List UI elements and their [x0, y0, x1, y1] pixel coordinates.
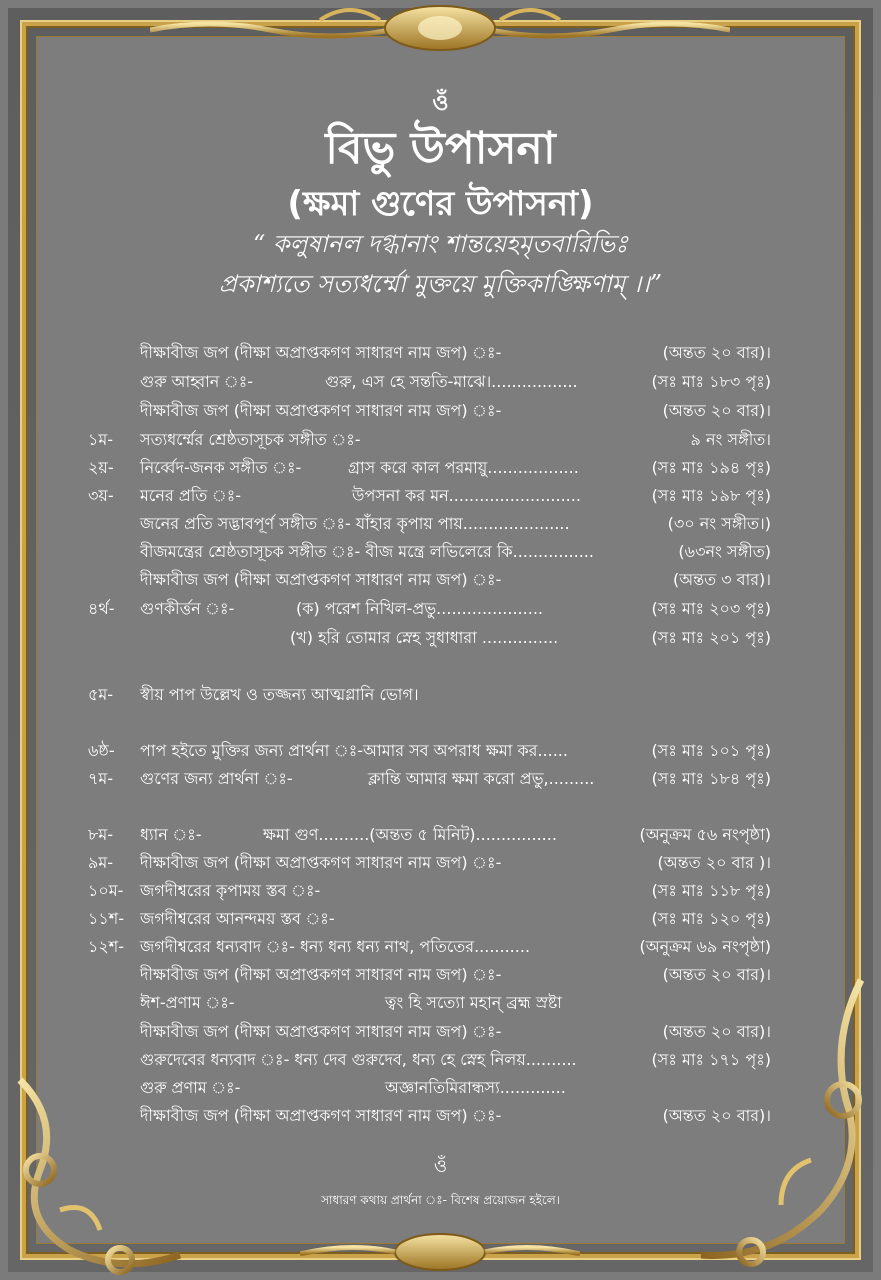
row-item-label: দীক্ষাবীজ জপ (দীক্ষা অপ্রাপ্তকগণ সাধারণ নাম জপ) ঃ-	[140, 343, 502, 362]
row-item-reference: (অনুক্রম ৬৯ নংপৃষ্ঠা)	[639, 937, 771, 956]
row-item-reference: (৬৩নং সঙ্গীত)	[678, 542, 771, 561]
row-item-label: মনের প্রতি ঃ-	[140, 486, 241, 505]
row-item-label: দীক্ষাবীজ জপ (দীক্ষা অপ্রাপ্তকগণ সাধারণ নাম জপ) ঃ-	[140, 1106, 502, 1125]
row-number: ১২শ-	[88, 937, 125, 956]
row-number: ৩য়-	[88, 486, 114, 505]
row-item-reference: (সঃ মাঃ ২০১ পৃঃ)	[651, 628, 771, 647]
row-item-reference: (সঃ মাঃ ২০৩ পৃঃ)	[651, 599, 771, 618]
row-item-label: বীজমন্ত্রের শ্রেষ্ঠতাসূচক সঙ্গীত ঃ- বীজ মন্ত্রে লভিলেরে কি................	[140, 542, 594, 561]
row-item-label: জগদীশ্বরের ধন্যবাদ ঃ- ধন্য ধন্য ধন্য নাথ, পতিতের...........	[140, 937, 531, 956]
row-item-reference: (সঃ মাঃ ১২০ পৃঃ)	[651, 909, 771, 928]
footer-note: সাধারণ কথায় প্রার্থনা ঃ- বিশেষ প্রয়োজন হইলে।	[321, 1193, 560, 1207]
row-number: ১ম-	[88, 430, 114, 449]
row-item-label: গুণের জন্য প্রার্থনা ঃ-	[140, 769, 293, 788]
row-item-reference: (অন্তত ২০ বার)।	[662, 1106, 771, 1125]
page-subtitle: (ক্ষমা গুণের উপাসনা)	[287, 184, 594, 224]
row-item-detail: অজ্ঞানতিমিরান্ধস্য.............	[385, 1078, 566, 1097]
row-item-label: দীক্ষাবীজ জপ (দীক্ষা অপ্রাপ্তকগণ সাধারণ নাম জপ) ঃ-	[140, 1022, 502, 1041]
row-item-detail: গুরু, এস হে সন্ততি-মাঝে।.................	[325, 372, 578, 391]
row-item-label: গুরু প্রণাম ঃ-	[140, 1078, 241, 1097]
row-item-label: দীক্ষাবীজ জপ (দীক্ষা অপ্রাপ্তকগণ সাধারণ নাম জপ) ঃ-	[140, 401, 502, 420]
row-number: ১১শ-	[88, 909, 125, 928]
row-item-detail: উপসনা কর মন..........................	[352, 486, 581, 505]
row-item-reference: (অন্তত ২০ বার )।	[657, 853, 771, 872]
row-item-label: ধ্যান ঃ-	[140, 825, 202, 844]
row-number: ৭ম-	[88, 769, 114, 788]
row-item-label: দীক্ষাবীজ জপ (দীক্ষা অপ্রাপ্তকগণ সাধারণ নাম জপ) ঃ-	[140, 965, 502, 984]
row-item-label: জনের প্রতি সদ্ভাবপূর্ণ সঙ্গীত ঃ- যাঁহার কৃপায় পায়.....................	[140, 514, 570, 533]
row-number: ২য়-	[88, 458, 114, 477]
row-item-detail: গ্রাস করে কাল পরমায়ু..................	[348, 458, 579, 477]
row-item-reference: (সঃ মাঃ ১১৮ পৃঃ)	[651, 881, 771, 900]
row-item-reference: (অন্তত ২০ বার)।	[662, 965, 771, 984]
sanskrit-quote-line-1: “ কলুষানল দগ্ধানাং শান্তয়েহমৃতবারিভিঃ	[252, 230, 629, 258]
row-item-reference: ৯ নং সঙ্গীত।	[690, 430, 771, 449]
row-item-reference: (সঃ মাঃ ১৯৮ পৃঃ)	[651, 486, 771, 505]
row-number: ১০ম-	[88, 881, 124, 900]
row-item-label: পাপ হইতে মুক্তির জন্য প্রার্থনা ঃ-আমার সব অপরাধ ক্ষমা কর......	[140, 741, 568, 760]
row-item-label: দীক্ষাবীজ জপ (দীক্ষা অপ্রাপ্তকগণ সাধারণ নাম জপ) ঃ-	[140, 853, 502, 872]
row-item-label: স্বীয় পাপ উল্লেখ ও তজ্জন্য আত্মগ্লানি ভোগ।	[140, 685, 419, 704]
row-item-detail: (খ) হরি তোমার স্নেহ সুধাধারা ...............	[290, 628, 559, 647]
row-item-detail: ত্বং হি সত্যো মহান্ ব্রহ্ম স্রষ্টা	[385, 993, 562, 1012]
row-item-reference: (অন্তত ৩ বার)।	[672, 570, 771, 589]
row-number: ৯ম-	[88, 853, 114, 872]
page-title: বিভু উপাসনা	[325, 123, 556, 174]
footer-om-symbol: ওঁ	[433, 1156, 448, 1177]
row-item-label: জগদীশ্বরের আনন্দময় স্তব ঃ-	[140, 909, 335, 928]
row-number: ৫ম-	[88, 685, 114, 704]
row-item-reference: (সঃ মাঃ ১৯৪ পৃঃ)	[651, 458, 771, 477]
row-item-label: নির্ব্বেদ-জনক সঙ্গীত ঃ-	[140, 458, 302, 477]
row-item-detail: ক্লান্তি আমার ক্ষমা করো প্রভু,.........	[368, 769, 595, 788]
om-symbol: ওঁ	[432, 91, 449, 116]
row-item-label: সত্যধর্ম্মের শ্রেষ্ঠতাসূচক সঙ্গীত ঃ-	[140, 430, 361, 449]
row-item-detail: (ক) পরেশ নিখিল-প্রভু.....................	[296, 599, 543, 618]
row-item-reference: (অন্তত ২০ বার)।	[662, 401, 771, 420]
row-number: ৮ম-	[88, 825, 114, 844]
row-item-reference: (সঃ মাঃ ১০১ পৃঃ)	[651, 741, 771, 760]
row-item-label: গুরুদেবের ধন্যবাদ ঃ- ধন্য দেব গুরুদেব, ধন্য হে স্নেহ নিলয়..........	[140, 1050, 577, 1069]
row-item-label: গুরু আহ্বান ঃ-	[140, 372, 254, 391]
row-item-reference: (অন্তত ২০ বার)।	[662, 343, 771, 362]
row-number: ৬ষ্ঠ-	[88, 741, 115, 760]
row-item-reference: (সঃ মাঃ ১৮৪ পৃঃ)	[651, 769, 771, 788]
bottom-center-scroll-ornament	[300, 1222, 580, 1280]
row-item-reference: (অন্তত ২০ বার)।	[662, 1022, 771, 1041]
top-center-scroll-ornament	[150, 0, 730, 60]
row-item-label: দীক্ষাবীজ জপ (দীক্ষা অপ্রাপ্তকগণ সাধারণ নাম জপ) ঃ-	[140, 570, 502, 589]
row-item-label: গুণকীর্ত্তন ঃ-	[140, 599, 235, 618]
row-item-reference: (সঃ মাঃ ১৭১ পৃঃ)	[651, 1050, 771, 1069]
row-item-reference: (৩০ নং সঙ্গীত।)	[667, 514, 771, 533]
sanskrit-quote-line-2: প্রকাশ্যতে সত্যধর্ম্মো মুক্তয়ে মুক্তিকাঙ্ক্ষিণাম্ ।।”	[218, 270, 663, 298]
row-item-label: ঈশ-প্রণাম ঃ-	[140, 993, 235, 1012]
row-item-reference: (অনুক্রম ৫৬ নংপৃষ্ঠা)	[639, 825, 771, 844]
row-item-reference: (সঃ মাঃ ১৮৩ পৃঃ)	[651, 372, 771, 391]
row-number: ৪র্থ-	[88, 599, 115, 618]
row-item-label: জগদীশ্বরের কৃপাময় স্তব ঃ-	[140, 881, 321, 900]
row-item-detail: ক্ষমা গুণ..........(অন্তত ৫ মিনিট)................	[263, 825, 557, 844]
